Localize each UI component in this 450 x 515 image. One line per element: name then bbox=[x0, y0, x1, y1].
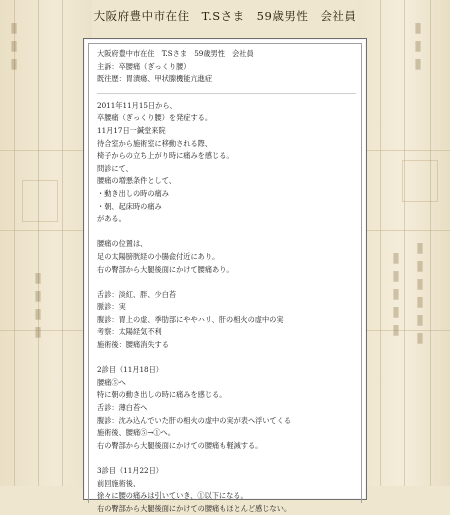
patient-location: 大阪府豊中市在住 T.Sさま 59歳男性 会社員 bbox=[97, 49, 254, 58]
medical-history: 既往歴：胃潰瘍、甲状腺機能亢進症 bbox=[97, 74, 213, 84]
text-line: ・動き出しの時の痛み bbox=[97, 188, 169, 198]
background-line bbox=[380, 0, 381, 486]
background-decoration: ▮▮▮ bbox=[410, 20, 426, 74]
text-line: 腰痛の増悪条件として、 bbox=[97, 176, 176, 186]
text-line: 腹診：沈み込んでいた肝の相火の虚中の実が表へ浮いてくる bbox=[97, 415, 292, 425]
text-line: ・朝、起床時の痛み bbox=[97, 201, 162, 211]
text-line: 2011年11月15日から、 bbox=[97, 100, 177, 110]
background-line bbox=[38, 0, 39, 486]
document-content bbox=[97, 48, 356, 515]
text-line: 右の臀部から大腿後面にかけての腰痛も軽減する。 bbox=[97, 440, 263, 450]
text-line: 問診にて、 bbox=[97, 163, 133, 173]
background-line bbox=[404, 0, 405, 486]
text-line: 待合室から施術室に移動される際、 bbox=[97, 138, 213, 148]
document-paper bbox=[83, 38, 367, 513]
paragraph-second-visit bbox=[97, 364, 356, 452]
background-decoration: ▮▮▮▮ bbox=[30, 270, 46, 342]
text-line: 11月17日一鍼堂来院 bbox=[97, 125, 166, 135]
background-stamp bbox=[22, 180, 58, 222]
text-line: 足の太陽膀胱経の小腸兪付近にあり。 bbox=[97, 251, 220, 261]
paragraph-gap bbox=[97, 452, 356, 465]
divider bbox=[97, 93, 356, 94]
paragraph-third-visit bbox=[97, 465, 356, 515]
paragraph-gap bbox=[97, 276, 356, 289]
text-line: 腹診：胃上の虚、季肋部にややハリ、肝の相火の虚中の実 bbox=[97, 314, 284, 324]
background-line bbox=[62, 0, 63, 486]
background-line bbox=[430, 0, 431, 486]
chief-complaint: 主訴：卒腰痛（ぎっくり腰） bbox=[97, 61, 191, 71]
text-line: 脈診：実 bbox=[97, 302, 126, 312]
paragraph-diagnosis bbox=[97, 289, 356, 352]
text-line: 施術後、腰痛⑤→①へ。 bbox=[97, 428, 175, 438]
patient-info bbox=[97, 48, 356, 86]
text-line: 卒腰痛（ぎっくり腰）を発症する。 bbox=[97, 113, 213, 123]
text-line: がある。 bbox=[97, 214, 126, 224]
text-line: 3診目（11月22日） bbox=[97, 466, 163, 475]
text-line: 考察：太陽経気不利 bbox=[97, 327, 162, 337]
background-decoration: ▮▮▮▮▮ bbox=[388, 250, 404, 340]
text-line: 前回施術後、 bbox=[97, 478, 141, 488]
text-line: 舌診：淡紅、胖、少白苔 bbox=[97, 289, 177, 299]
background-stamp bbox=[402, 160, 438, 202]
text-line: 右の臀部から大腿後面にかけての腰痛もほとんど感じない。 bbox=[97, 503, 292, 513]
background-decoration: ▮▮▮▮▮▮ bbox=[412, 240, 428, 348]
text-line: 特に朝の動き出しの時に痛みを感じる。 bbox=[97, 390, 227, 400]
paragraph-onset bbox=[97, 100, 356, 226]
text-line: 椅子からの立ち上がり時に痛みを感じる。 bbox=[97, 151, 234, 161]
text-line: 徐々に腰の痛みは引いていき、①以下になる。 bbox=[97, 491, 248, 501]
page-title: 大阪府豊中市在住 T.Sさま 59歳男性 会社員 bbox=[93, 9, 357, 23]
paragraph-location bbox=[97, 238, 356, 276]
paragraph-gap bbox=[97, 352, 356, 365]
text-line: 腰痛⑤へ bbox=[97, 377, 126, 387]
background-decoration: ▮▮▮ bbox=[6, 20, 22, 74]
text-line: 舌診：薄白苔へ bbox=[97, 403, 148, 413]
text-line: 右の臀部から大腿後面にかけて腰痛あり。 bbox=[97, 264, 234, 274]
text-line: 2診目（11月18日） bbox=[97, 365, 163, 375]
paragraph-gap bbox=[97, 226, 356, 239]
text-line: 施術後：腰痛消失する bbox=[97, 340, 169, 350]
text-line: 腰痛の位置は、 bbox=[97, 239, 148, 249]
